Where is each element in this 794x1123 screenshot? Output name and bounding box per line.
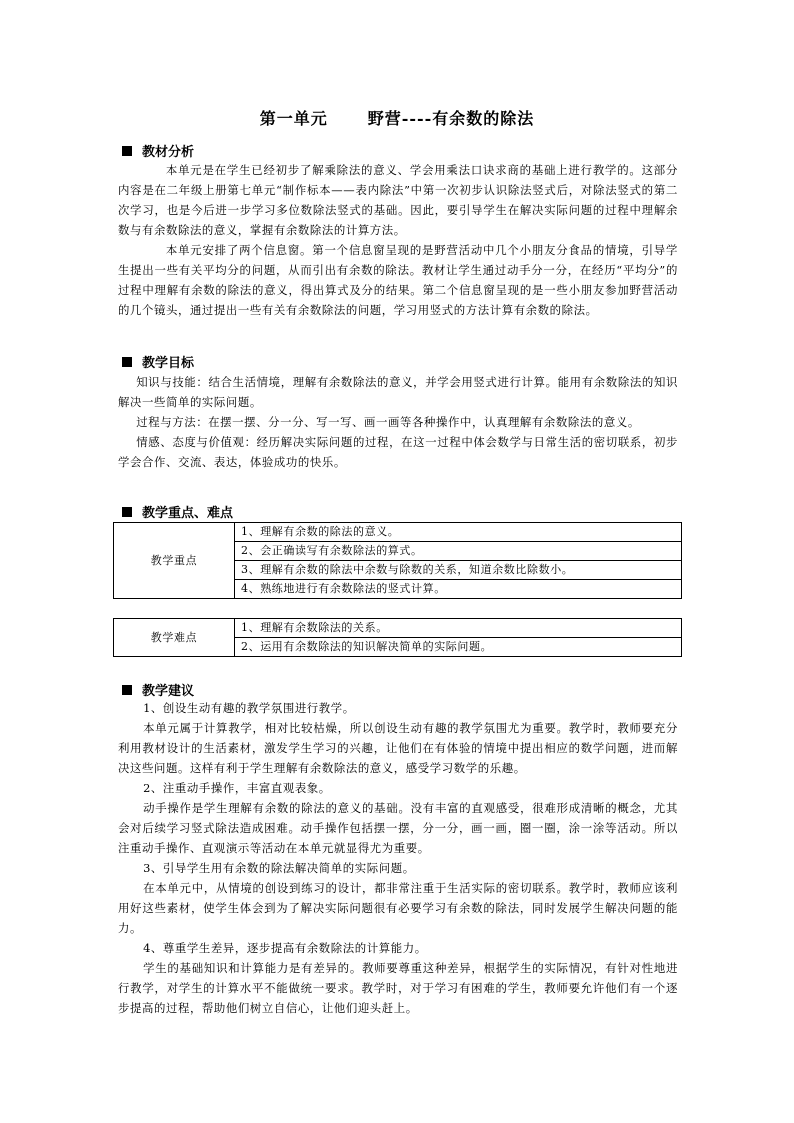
section-heading-suggestions: 教学建议 <box>122 680 194 699</box>
suggestion-title-3: 3、引导学生用有余数的除法解决简单的实际问题。 <box>143 861 415 875</box>
square-bullet-icon <box>122 507 132 517</box>
difficulty-item: 2、运用有余数除法的知识解决简单的实际问题。 <box>235 638 682 657</box>
suggestion-body-4: 学生的基础知识和计算能力是有差异的。教师要尊重这种差异，根据学生的实际情况，有针对性地进行教学，对学生的计算水平不能做统一要求。教学时，对于学习有困难的学生，教师要允许他们有一个逐步提高的过程，帮助他们树立自信心，让他们迎头赶上。 <box>118 961 678 1015</box>
suggestion-body-3: 在本单元中，从情境的创设到练习的设计，都非常注重于生活实际的密切联系。教学时，教师应该利用好这些素材，使学生体会到为了解决实际问题很有必要学习有余数的除法，同时发展学生解决问题的能力。 <box>118 881 678 935</box>
square-bullet-icon <box>122 685 132 695</box>
focus-item: 1、理解有余数的除法的意义。 <box>235 523 682 542</box>
suggestion-body-2: 动手操作是学生理解有余数的除法的意义的基础。没有丰富的直观感受，很难形成清晰的概念，尤其会对后续学习竖式除法造成困难。动手操作包括摆一摆，分一分，画一画，圈一圈，涂一涂等活动。所以注重动手操作、直观演示等活动在本单元就显得尤为重要。 <box>118 801 678 855</box>
focus-item: 4、熟练地进行有余数除法的竖式计算。 <box>235 580 682 599</box>
focus-item: 3、理解有余数的除法中余数与除数的关系，知道余数比除数小。 <box>235 561 682 580</box>
suggestion-title-1: 1、创设生动有趣的教学氛围进行教学。 <box>143 701 355 715</box>
goal-emotion: 情感、态度与价值观：经历解决实际问题的过程，在这一过程中体会数学与日常生活的密切联系，初步学会合作、交流、表达，体验成功的快乐。 <box>118 435 678 469</box>
unit-name: 野营----有余数的除法 <box>367 109 535 128</box>
section-heading-goals: 教学目标 <box>122 352 194 371</box>
goal-knowledge: 知识与技能：结合生活情境，理解有余数除法的意义，并学会用竖式进行计算。能用有余数除法的知识解决一些简单的实际问题。 <box>118 375 678 409</box>
analysis-text <box>118 160 678 320</box>
suggestion-title-2: 2、注重动手操作，丰富直观表象。 <box>143 781 331 795</box>
goals-text <box>118 372 678 472</box>
analysis-paragraph-2: 本单元安排了两个信息窗。第一个信息窗呈现的是野营活动中几个小朋友分食品的情境，引导学生提出一些有关平均分的问题，从而引出有余数的除法。教材让学生通过动手分一分，在经历“平均分”的过程中理解有余数的除法的意义，得出算式及分的结果。第二个信息窗呈现的是一些小朋友参加野营活动的几个镜头，通过提出一些有关有余数除法的问题，学习用竖式的方法计算有余数的除法。 <box>118 243 678 317</box>
difficulty-item: 1、理解有余数除法的关系。 <box>235 619 682 638</box>
difficulty-table <box>113 618 682 657</box>
focus-label: 教学重点 <box>114 523 235 599</box>
unit-label: 第一单元 <box>259 109 328 128</box>
section-heading-keypoints: 教学重点、难点 <box>122 502 233 521</box>
square-bullet-icon <box>122 357 132 367</box>
focus-table <box>113 522 682 599</box>
suggestion-body-1: 本单元属于计算教学，相对比较枯燥，所以创设生动有趣的教学氛围尤为重要。教学时，教师要充分利用教材设计的生活素材，激发学生学习的兴趣，让他们在有体验的情境中提出相应的数学问题，进而解决这些问题。这样有利于学生理解有余数除法的意义，感受学习数学的乐趣。 <box>118 721 678 775</box>
focus-item: 2、会正确读写有余数除法的算式。 <box>235 542 682 561</box>
page-title <box>0 106 794 129</box>
analysis-paragraph-1: 本单元是在学生已经初步了解乘除法的意义、学会用乘法口诀求商的基础上进行教学的。这部分内容是在二年级上册第七单元“制作标本——表内除法”中第一次初步认识除法竖式后，对除法竖式的第二次学习，也是今后进一步学习多位数除法竖式的基础。因此，要引导学生在解决实际问题的过程中理解余数与有余数除法的意义，掌握有余数除法的计算方法。 <box>118 163 678 237</box>
suggestions-text <box>118 698 678 1018</box>
square-bullet-icon <box>122 146 132 156</box>
difficulty-label: 教学难点 <box>114 619 235 657</box>
goal-process: 过程与方法：在摆一摆、分一分、写一写、画一画等各种操作中，认真理解有余数除法的意义。 <box>136 415 640 429</box>
section-heading-analysis: 教材分析 <box>122 141 194 160</box>
suggestion-title-4: 4、尊重学生差异，逐步提高有余数除法的计算能力。 <box>143 941 427 955</box>
